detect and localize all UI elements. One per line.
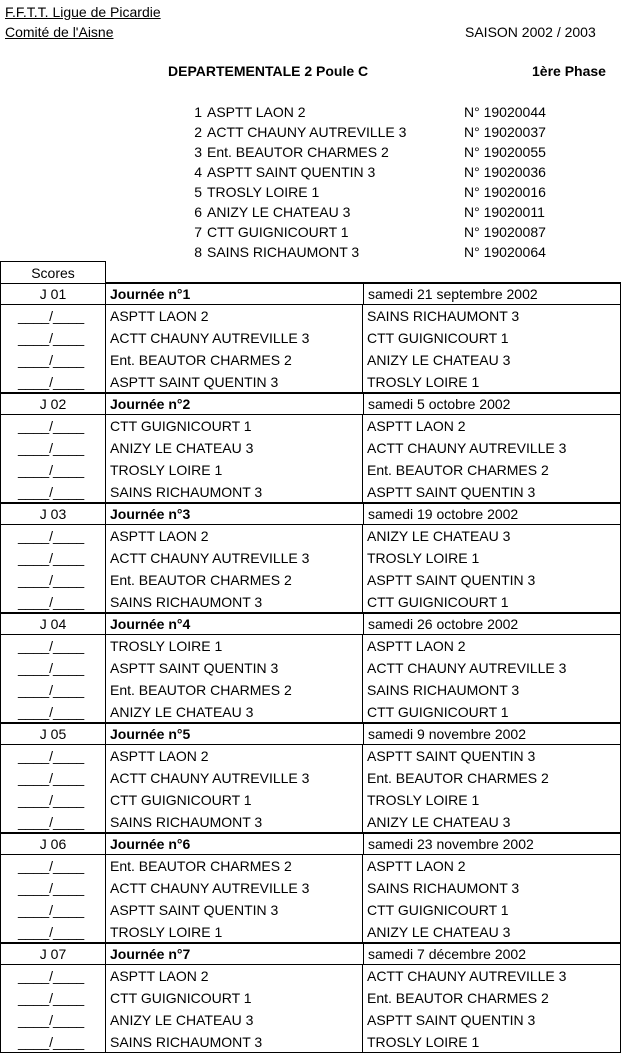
score-field[interactable]: ____/____: [18, 1034, 85, 1050]
day-header-row: [0, 613, 621, 635]
score-field[interactable]: ____/____: [18, 572, 85, 588]
team-code: N° 19020037: [464, 124, 546, 140]
match-block: [0, 635, 621, 723]
match-block: [0, 415, 621, 503]
score-field[interactable]: ____/____: [18, 308, 85, 324]
away-team: ASPTT SAINT QUENTIN 3: [367, 484, 536, 500]
day-title: Journée n°1: [110, 286, 191, 302]
league-name: F.F.T.T. Ligue de Picardie: [5, 4, 161, 20]
score-field[interactable]: ____/____: [18, 990, 85, 1006]
away-team: ASPTT SAINT QUENTIN 3: [367, 572, 536, 588]
day-date: samedi 7 décembre 2002: [363, 944, 526, 964]
team-number: 7: [194, 224, 202, 240]
away-team: ASPTT LAON 2: [367, 418, 466, 434]
season-label: SAISON 2002 / 2003: [465, 24, 596, 40]
team-code: N° 19020016: [464, 184, 546, 200]
away-team: SAINS RICHAUMONT 3: [367, 682, 520, 698]
score-field[interactable]: ____/____: [18, 902, 85, 918]
away-team: TROSLY LOIRE 1: [367, 550, 480, 566]
match-row: [1, 767, 620, 789]
score-field[interactable]: ____/____: [18, 748, 85, 764]
away-team: ASPTT SAINT QUENTIN 3: [367, 748, 536, 764]
match-block: [0, 855, 621, 943]
match-row: [1, 1009, 620, 1031]
match-row: [1, 679, 620, 701]
match-row: [1, 635, 620, 657]
away-team: TROSLY LOIRE 1: [367, 1034, 480, 1050]
home-team: ASPTT LAON 2: [110, 748, 209, 764]
match-row: [1, 591, 620, 613]
score-field[interactable]: ____/____: [18, 550, 85, 566]
team-name: ASPTT SAINT QUENTIN 3: [207, 164, 376, 180]
home-team: ASPTT SAINT QUENTIN 3: [110, 902, 279, 918]
home-team: SAINS RICHAUMONT 3: [110, 814, 263, 830]
away-team: ACTT CHAUNY AUTREVILLE 3: [367, 660, 567, 676]
day-date: samedi 9 novembre 2002: [363, 724, 526, 744]
score-field[interactable]: ____/____: [18, 440, 85, 456]
header-rule: [105, 261, 621, 283]
match-row: [1, 327, 620, 349]
day-title: Journée n°3: [110, 506, 191, 522]
team-number: 5: [194, 184, 202, 200]
team-name: SAINS RICHAUMONT 3: [207, 244, 360, 260]
away-team: CTT GUIGNICOURT 1: [367, 704, 509, 720]
away-team: CTT GUIGNICOURT 1: [367, 902, 509, 918]
match-block: [0, 745, 621, 833]
day-code: J 05: [1, 724, 106, 744]
day-block: [0, 503, 621, 613]
team-row: [0, 223, 621, 243]
team-name: ACTT CHAUNY AUTREVILLE 3: [207, 124, 407, 140]
home-team: ASPTT LAON 2: [110, 308, 209, 324]
home-team: SAINS RICHAUMONT 3: [110, 1034, 263, 1050]
day-block: [0, 613, 621, 723]
match-row: [1, 921, 620, 943]
team-name: ASPTT LAON 2: [207, 104, 306, 120]
match-row: [1, 855, 620, 877]
day-code: J 07: [1, 944, 106, 964]
day-date: samedi 23 novembre 2002: [363, 834, 534, 854]
score-field[interactable]: ____/____: [18, 374, 85, 390]
match-row: [1, 1031, 620, 1053]
division-title: DEPARTEMENTALE 2 Poule C: [168, 63, 369, 79]
away-team: ACTT CHAUNY AUTREVILLE 3: [367, 968, 567, 984]
home-team: ACTT CHAUNY AUTREVILLE 3: [110, 880, 310, 896]
team-number: 4: [194, 164, 202, 180]
day-block: [0, 723, 621, 833]
day-block: [0, 393, 621, 503]
day-date: samedi 26 octobre 2002: [363, 614, 518, 634]
score-field[interactable]: ____/____: [18, 682, 85, 698]
day-date: samedi 19 octobre 2002: [363, 504, 518, 524]
away-team: ASPTT LAON 2: [367, 638, 466, 654]
team-code: N° 19020011: [464, 204, 545, 220]
home-team: ACTT CHAUNY AUTREVILLE 3: [110, 770, 310, 786]
home-team: ASPTT SAINT QUENTIN 3: [110, 374, 279, 390]
away-team: ACTT CHAUNY AUTREVILLE 3: [367, 440, 567, 456]
home-team: ASPTT SAINT QUENTIN 3: [110, 660, 279, 676]
home-team: TROSLY LOIRE 1: [110, 638, 223, 654]
match-block: [0, 965, 621, 1053]
match-block: [0, 305, 621, 393]
home-team: Ent. BEAUTOR CHARMES 2: [110, 572, 292, 588]
away-team: CTT GUIGNICOURT 1: [367, 594, 509, 610]
away-team: TROSLY LOIRE 1: [367, 374, 480, 390]
score-field[interactable]: ____/____: [18, 594, 85, 610]
away-team: CTT GUIGNICOURT 1: [367, 330, 509, 346]
away-team: ANIZY LE CHATEAU 3: [367, 528, 511, 544]
scores-column-header: Scores: [0, 261, 106, 283]
score-field[interactable]: ____/____: [18, 330, 85, 346]
match-block: [0, 525, 621, 613]
team-row: [0, 143, 621, 163]
team-row: [0, 123, 621, 143]
team-name: Ent. BEAUTOR CHARMES 2: [207, 144, 389, 160]
score-field[interactable]: ____/____: [18, 880, 85, 896]
day-title: Journée n°7: [110, 946, 191, 962]
team-row: [0, 163, 621, 183]
team-name: CTT GUIGNICOURT 1: [207, 224, 349, 240]
home-team: Ent. BEAUTOR CHARMES 2: [110, 352, 292, 368]
day-code: J 03: [1, 504, 106, 524]
match-row: [1, 789, 620, 811]
score-field[interactable]: ____/____: [18, 792, 85, 808]
home-team: Ent. BEAUTOR CHARMES 2: [110, 682, 292, 698]
day-header-row: [0, 393, 621, 415]
team-number: 2: [194, 124, 202, 140]
away-team: ANIZY LE CHATEAU 3: [367, 352, 511, 368]
team-name: ANIZY LE CHATEAU 3: [207, 204, 351, 220]
day-block: [0, 943, 621, 1053]
home-team: TROSLY LOIRE 1: [110, 924, 223, 940]
day-date: samedi 21 septembre 2002: [363, 284, 538, 304]
match-row: [1, 525, 620, 547]
day-date: samedi 5 octobre 2002: [363, 394, 510, 414]
home-team: SAINS RICHAUMONT 3: [110, 484, 263, 500]
match-row: [1, 349, 620, 371]
day-header-row: [0, 723, 621, 745]
day-title: Journée n°5: [110, 726, 191, 742]
home-team: ASPTT LAON 2: [110, 528, 209, 544]
phase-label: 1ère Phase: [532, 63, 606, 79]
away-team: TROSLY LOIRE 1: [367, 792, 480, 808]
day-header-row: [0, 283, 621, 305]
match-row: [1, 415, 620, 437]
score-field[interactable]: ____/____: [18, 704, 85, 720]
match-row: [1, 459, 620, 481]
team-code: N° 19020087: [464, 224, 546, 240]
day-code: J 01: [1, 284, 106, 304]
home-team: SAINS RICHAUMONT 3: [110, 594, 263, 610]
home-team: CTT GUIGNICOURT 1: [110, 990, 252, 1006]
home-team: ASPTT LAON 2: [110, 968, 209, 984]
day-code: J 02: [1, 394, 106, 414]
match-row: [1, 965, 620, 987]
team-number: 1: [194, 104, 202, 120]
away-team: Ent. BEAUTOR CHARMES 2: [367, 990, 549, 1006]
score-field[interactable]: ____/____: [18, 968, 85, 984]
team-code: N° 19020064: [464, 244, 546, 260]
away-team: ASPTT SAINT QUENTIN 3: [367, 1012, 536, 1028]
day-header-row: [0, 503, 621, 525]
away-team: Ent. BEAUTOR CHARMES 2: [367, 462, 549, 478]
score-field[interactable]: ____/____: [18, 770, 85, 786]
score-field[interactable]: ____/____: [18, 352, 85, 368]
day-block: [0, 833, 621, 943]
day-code: J 06: [1, 834, 106, 854]
score-field[interactable]: ____/____: [18, 528, 85, 544]
match-row: [1, 569, 620, 591]
team-code: N° 19020044: [464, 104, 546, 120]
score-field[interactable]: ____/____: [18, 924, 85, 940]
away-team: SAINS RICHAUMONT 3: [367, 308, 520, 324]
team-number: 6: [194, 204, 202, 220]
score-field[interactable]: ____/____: [18, 638, 85, 654]
team-row: [0, 243, 621, 263]
team-list: [0, 103, 621, 263]
away-team: Ent. BEAUTOR CHARMES 2: [367, 770, 549, 786]
team-code: N° 19020036: [464, 164, 546, 180]
team-row: [0, 103, 621, 123]
home-team: TROSLY LOIRE 1: [110, 462, 223, 478]
schedule-table: [0, 261, 621, 1053]
home-team: ACTT CHAUNY AUTREVILLE 3: [110, 330, 310, 346]
home-team: ANIZY LE CHATEAU 3: [110, 440, 254, 456]
home-team: CTT GUIGNICOURT 1: [110, 792, 252, 808]
day-block: [0, 283, 621, 393]
score-field[interactable]: ____/____: [18, 660, 85, 676]
day-code: J 04: [1, 614, 106, 634]
day-title: Journée n°4: [110, 616, 191, 632]
score-field[interactable]: ____/____: [18, 858, 85, 874]
match-row: [1, 811, 620, 833]
match-row: [1, 547, 620, 569]
team-number: 8: [194, 244, 202, 260]
away-team: ASPTT LAON 2: [367, 858, 466, 874]
away-team: ANIZY LE CHATEAU 3: [367, 924, 511, 940]
score-field[interactable]: ____/____: [18, 814, 85, 830]
home-team: Ent. BEAUTOR CHARMES 2: [110, 858, 292, 874]
match-row: [1, 877, 620, 899]
team-code: N° 19020055: [464, 144, 546, 160]
away-team: ANIZY LE CHATEAU 3: [367, 814, 511, 830]
day-header-row: [0, 943, 621, 965]
match-row: [1, 745, 620, 767]
score-field[interactable]: ____/____: [18, 1012, 85, 1028]
match-row: [1, 437, 620, 459]
match-row: [1, 657, 620, 679]
team-row: [0, 183, 621, 203]
match-row: [1, 899, 620, 921]
match-row: [1, 701, 620, 723]
day-title: Journée n°2: [110, 396, 191, 412]
away-team: SAINS RICHAUMONT 3: [367, 880, 520, 896]
day-header-row: [0, 833, 621, 855]
home-team: CTT GUIGNICOURT 1: [110, 418, 252, 434]
team-name: TROSLY LOIRE 1: [207, 184, 320, 200]
score-field[interactable]: ____/____: [18, 418, 85, 434]
team-row: [0, 203, 621, 223]
score-field[interactable]: ____/____: [18, 484, 85, 500]
match-row: [1, 481, 620, 503]
committee-name: Comité de l'Aisne: [5, 24, 114, 40]
day-title: Journée n°6: [110, 836, 191, 852]
home-team: ACTT CHAUNY AUTREVILLE 3: [110, 550, 310, 566]
home-team: ANIZY LE CHATEAU 3: [110, 1012, 254, 1028]
match-row: [1, 987, 620, 1009]
score-field[interactable]: ____/____: [18, 462, 85, 478]
team-number: 3: [194, 144, 202, 160]
match-row: [1, 305, 620, 327]
match-row: [1, 371, 620, 393]
home-team: ANIZY LE CHATEAU 3: [110, 704, 254, 720]
